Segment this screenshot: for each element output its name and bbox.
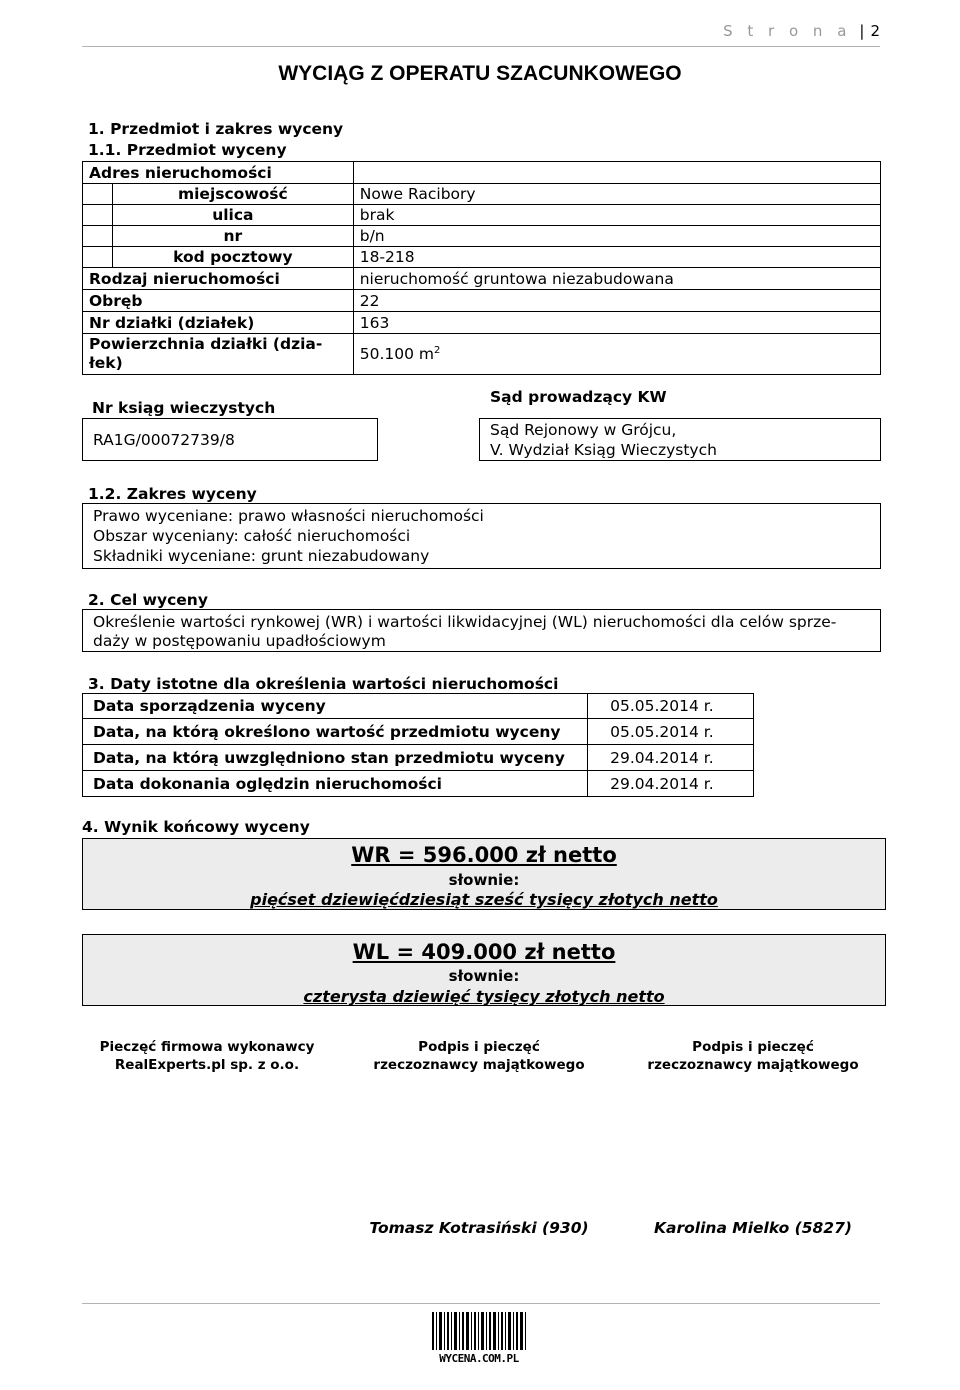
- property-table: [82, 161, 881, 375]
- table-row: [83, 719, 754, 745]
- dates-table: [82, 693, 754, 797]
- wl-words: czterysta dziewięć tysięcy złotych netto: [303, 987, 665, 1006]
- court-label: Sąd prowadzący KW: [490, 388, 667, 406]
- row-label: miejscowość: [112, 184, 353, 205]
- page-number-value: 2: [870, 22, 880, 40]
- signature-company: Pieczęć firmowa wykonawcy RealExperts.pl sp. z o.o.: [99, 1039, 315, 1073]
- table-row: [83, 694, 754, 719]
- table-row: [83, 205, 881, 226]
- page-label: S t r o n a: [723, 22, 852, 40]
- row-value: 163: [353, 312, 880, 334]
- row-label: kod pocztowy: [112, 247, 353, 268]
- date-value: 29.04.2014 r.: [588, 745, 754, 771]
- row-value: b/n: [353, 226, 880, 247]
- wl-box: [82, 934, 886, 1006]
- wycena-logo: [430, 1312, 528, 1372]
- date-label: Data dokonania oględzin nieruchomości: [83, 771, 588, 797]
- purpose-line-1: Określenie wartości rynkowej (WR) i wartości likwidacyjnej (WL) nieruchomości dla celów sprze-: [93, 613, 837, 631]
- court-box: [479, 418, 881, 461]
- row-label: ulica: [112, 205, 353, 226]
- document-title: WYCIĄG Z OPERATU SZACUNKOWEGO: [278, 62, 682, 85]
- table-row: [83, 184, 881, 205]
- row-label: nr: [112, 226, 353, 247]
- section-2-heading: 2. Cel wyceny: [88, 591, 208, 609]
- row-label: Nr działki (działek): [83, 312, 354, 334]
- table-row: [83, 226, 881, 247]
- kw-value: RA1G/00072739/8: [93, 431, 235, 449]
- appraiser-1-name: Tomasz Kotrasiński (930): [369, 1219, 589, 1237]
- table-row: [83, 745, 754, 771]
- scope-line: Składniki wyceniane: grunt niezabudowany: [93, 547, 430, 565]
- row-value: 22: [353, 290, 880, 312]
- purpose-box: [82, 609, 881, 652]
- row-value: Nowe Racibory: [353, 184, 880, 205]
- table-row: [83, 290, 881, 312]
- court-value-line-1: Sąd Rejonowy w Grójcu,: [490, 421, 677, 439]
- signature-appraiser-1: Podpis i pieczęć rzeczoznawcy majątkowego: [373, 1039, 585, 1073]
- court-value-line-2: V. Wydział Ksiąg Wieczystych: [490, 441, 717, 459]
- date-value: 05.05.2014 r.: [588, 719, 754, 745]
- area-value: 50.100 $m^2$: [353, 334, 880, 375]
- table-row: [83, 771, 754, 797]
- wr-words: pięćset dziewięćdziesiąt sześć tysięcy złotych netto: [250, 890, 718, 909]
- kw-label: Nr ksiąg wieczystych: [92, 399, 276, 417]
- scope-line: Obszar wyceniany: całość nieruchomości: [93, 527, 411, 545]
- row-value: brak: [353, 205, 880, 226]
- purpose-line-2: daży w postępowaniu upadłościowym: [93, 632, 386, 650]
- header-divider: [82, 46, 880, 47]
- page-number: S t r o n a | 2: [723, 22, 880, 40]
- section-1-1-heading: 1.1. Przedmiot wyceny: [88, 141, 287, 159]
- scope-box: [82, 503, 881, 569]
- logo-text: WYCENA.COM.PL: [439, 1352, 519, 1365]
- date-label: Data, na którą określono wartość przedmiotu wyceny: [83, 719, 588, 745]
- signature-appraiser-2: Podpis i pieczęć rzeczoznawcy majątkowego: [647, 1039, 859, 1073]
- row-label: Obręb: [83, 290, 354, 312]
- footer-divider: [82, 1303, 880, 1304]
- address-label: Adres nieruchomości: [83, 162, 354, 184]
- kw-box: [82, 418, 378, 461]
- section-4-heading: 4. Wynik końcowy wyceny: [82, 818, 310, 836]
- date-value: 05.05.2014 r.: [588, 694, 754, 719]
- scope-line: Prawo wyceniane: prawo własności nieruchomości: [93, 507, 484, 525]
- date-label: Data sporządzenia wyceny: [83, 694, 588, 719]
- wr-box: [82, 838, 886, 910]
- table-row: [83, 268, 881, 290]
- table-row: [83, 247, 881, 268]
- date-label: Data, na którą uwzględniono stan przedmiotu wyceny: [83, 745, 588, 771]
- date-value: 29.04.2014 r.: [588, 771, 754, 797]
- table-row: [83, 334, 881, 375]
- row-value: 18-218: [353, 247, 880, 268]
- appraiser-2-name: Karolina Mielko (5827): [654, 1219, 852, 1237]
- table-row: [83, 312, 881, 334]
- wl-words-label: słownie:: [448, 967, 520, 985]
- section-3-heading: 3. Daty istotne dla określenia wartości nieruchomości: [88, 675, 559, 693]
- row-label: Rodzaj nieruchomości: [83, 268, 354, 290]
- section-1-2-heading: 1.2. Zakres wyceny: [88, 485, 257, 503]
- wr-value: WR = 596.000 zł netto: [351, 843, 617, 867]
- wl-value: WL = 409.000 zł netto: [352, 940, 616, 964]
- address-empty: [353, 162, 880, 184]
- area-label: Powierzchnia działki (dzia- łek): [83, 334, 354, 375]
- row-value: nieruchomość gruntowa niezabudowana: [353, 268, 880, 290]
- section-1-heading: 1. Przedmiot i zakres wyceny: [88, 120, 344, 138]
- wr-words-label: słownie:: [448, 871, 520, 889]
